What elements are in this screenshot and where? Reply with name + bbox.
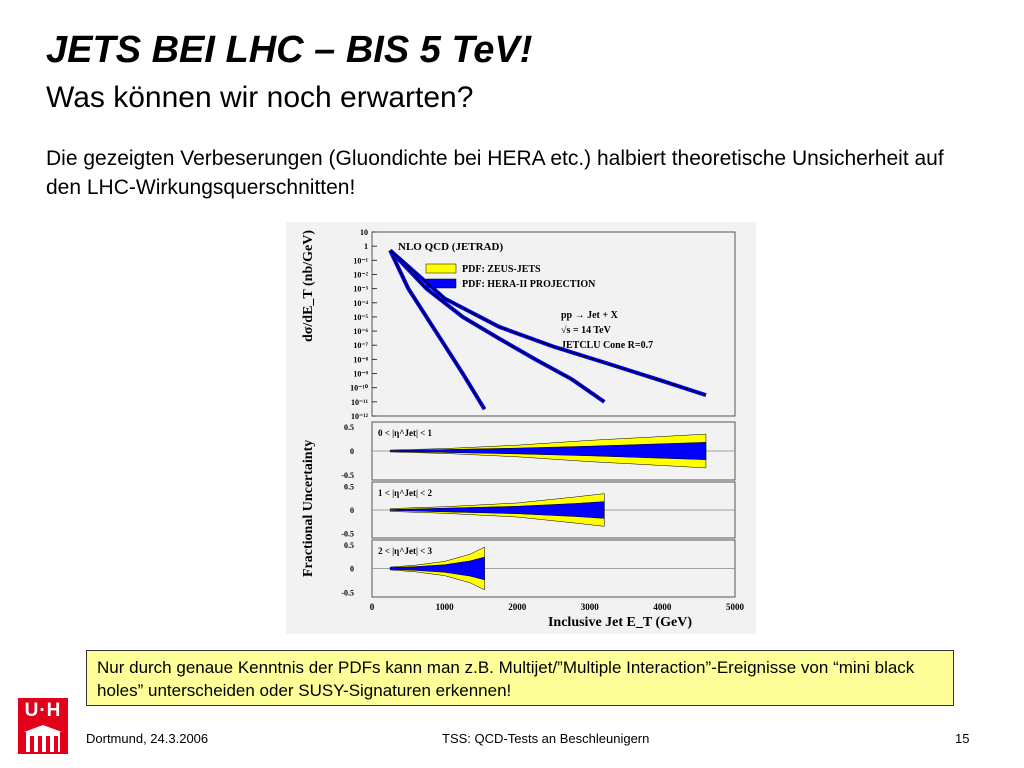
- top-y-axis-label: dσ/dE_T (nb/GeV): [301, 230, 316, 342]
- y-tick-label: 10⁻⁸: [353, 355, 368, 365]
- y-tick-label: 1: [364, 242, 368, 252]
- note-box: Nur durch genaue Kenntnis der PDFs kann man z.B. Multijet/”Multiple Interaction”-Ereignisse von “mini black holes” unterscheiden oder SUSY-Signaturen erkennen!: [86, 650, 954, 706]
- y-tick-label: 10⁻¹: [353, 256, 368, 266]
- legend-swatch: [426, 264, 456, 273]
- annotation: pp → Jet + X: [561, 310, 618, 321]
- y-tick-label: 0: [350, 506, 354, 515]
- y-tick-label: 10⁻¹⁰: [350, 383, 368, 393]
- y-tick-label: 10⁻²: [353, 270, 368, 280]
- x-tick-label: 0: [369, 602, 375, 612]
- x-axis-label: Inclusive Jet E_T (GeV): [547, 615, 693, 630]
- y-tick-label: 10⁻³: [353, 284, 368, 294]
- slide-title: JETS BEI LHC – BIS 5 TeV!: [46, 29, 533, 71]
- annotation: √s = 14 TeV: [561, 325, 611, 336]
- x-tick-label: 4000: [653, 602, 672, 612]
- x-tick-label: 1000: [435, 602, 454, 612]
- y-tick-label: -0.5: [341, 588, 354, 598]
- panel-eta-label: 1 < |η^Jet| < 2: [378, 488, 433, 498]
- logo-text: U·H: [18, 698, 68, 724]
- logo-building-icon: [18, 724, 68, 754]
- page-number: 15: [955, 731, 970, 746]
- bottom-y-axis-label: Fractional Uncertainty: [301, 439, 316, 577]
- legend-label: PDF: HERA-II PROJECTION: [462, 279, 596, 290]
- y-tick-label: 10⁻⁵: [353, 312, 368, 322]
- y-tick-label: 10: [360, 228, 368, 237]
- y-tick-label: 10⁻⁹: [353, 369, 368, 379]
- university-hamburg-logo: [18, 698, 68, 754]
- y-tick-label: 0: [350, 564, 354, 574]
- y-tick-label: 10⁻¹²: [350, 412, 368, 421]
- cross-section-figure: [286, 222, 756, 634]
- panel-eta-label: 2 < |η^Jet| < 3: [378, 546, 433, 556]
- legend-label: PDF: ZEUS-JETS: [462, 264, 541, 275]
- y-tick-label: 0.5: [344, 540, 354, 550]
- annotation: JETCLU Cone R=0.7: [561, 340, 654, 351]
- chart-title: NLO QCD (JETRAD): [398, 241, 504, 253]
- y-tick-label: -0.5: [341, 529, 354, 539]
- y-tick-label: 10⁻⁷: [353, 341, 368, 351]
- y-tick-label: 10⁻⁶: [353, 327, 368, 337]
- x-tick-label: 3000: [580, 602, 599, 612]
- panel-eta-label: 0 < |η^Jet| < 1: [378, 428, 433, 438]
- y-tick-label: 0.5: [344, 482, 354, 492]
- footer-date: Dortmund, 24.3.2006: [86, 731, 209, 746]
- y-tick-label: -0.5: [341, 471, 354, 481]
- y-tick-label: 0.5: [344, 422, 354, 432]
- y-tick-label: 10⁻¹¹: [350, 397, 368, 407]
- y-tick-label: 10⁻⁴: [353, 298, 368, 308]
- y-tick-label: 0: [350, 447, 354, 456]
- x-tick-label: 5000: [726, 602, 744, 612]
- slide-subtitle: Was können wir noch erwarten?: [46, 81, 474, 114]
- x-tick-label: 2000: [508, 602, 527, 612]
- cross-section-chart: [286, 222, 756, 634]
- footer-title: TSS: QCD-Tests an Beschleunigern: [442, 731, 650, 746]
- body-text: Die gezeigten Verbeserungen (Gluondichte bei HERA etc.) halbiert theoretische Unsicherheit auf den LHC-Wirkungsquerschnitten!: [46, 147, 944, 199]
